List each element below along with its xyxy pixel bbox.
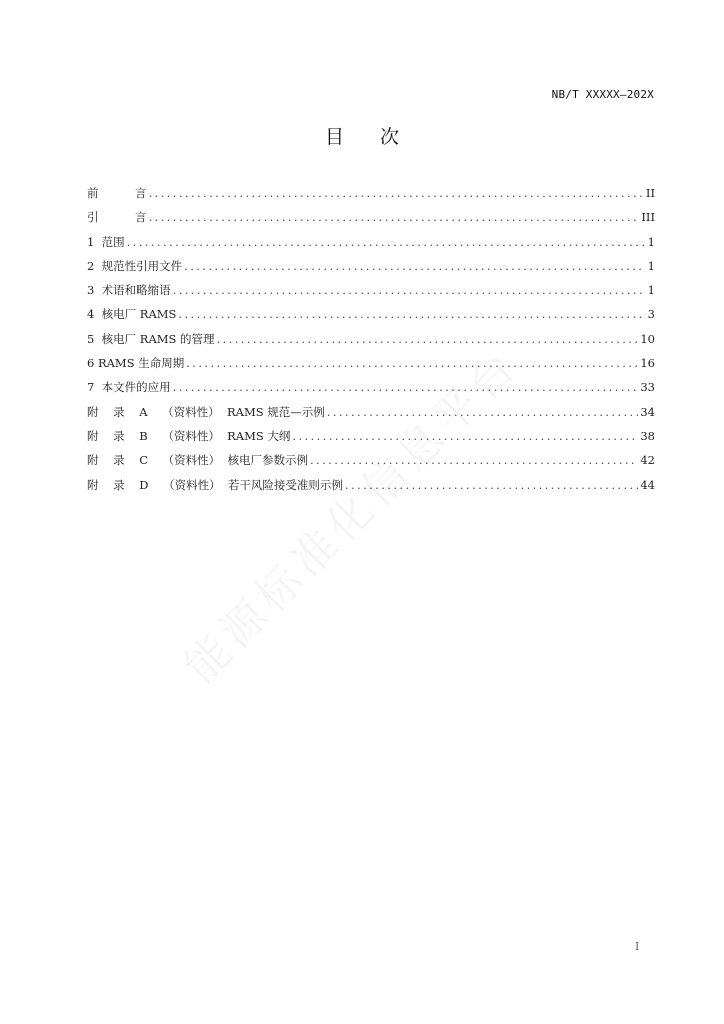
toc-entry-page: 34 — [640, 404, 655, 419]
toc-entry-label: 1 范围 — [87, 234, 125, 249]
toc-entry-page: 42 — [640, 453, 655, 468]
toc-entry-page: 44 — [640, 477, 655, 492]
toc-entry-label: 附 录 A （资料性） RAMS 规范—示例 — [87, 404, 325, 419]
toc-entry-label: 3 术语和略缩语 — [87, 283, 171, 298]
page-title: 目次 — [324, 126, 435, 148]
toc-entry-label: 引 言 — [87, 210, 147, 225]
toc-entry-page: III — [641, 210, 655, 225]
toc-entry[interactable] — [87, 306, 655, 330]
toc-entry[interactable] — [87, 258, 655, 282]
toc-entry[interactable] — [87, 234, 655, 258]
leader-dots — [173, 380, 639, 394]
toc-entry-page: II — [645, 186, 655, 200]
toc-entry-label: 4 核电厂 RAMS — [87, 307, 177, 322]
toc-entry-label: 5 核电厂 RAMS 的管理 — [87, 331, 215, 346]
toc-entry-page: 1 — [647, 234, 655, 249]
toc-entry[interactable] — [87, 209, 655, 233]
leader-dots — [127, 235, 645, 249]
leader-dots — [217, 332, 639, 346]
toc-entry-label: 6 RAMS 生命周期 — [87, 356, 185, 371]
toc-entry[interactable] — [87, 282, 655, 306]
toc-entry-appendix[interactable] — [87, 404, 655, 428]
toc-entry-label: 2 规范性引用文件 — [87, 258, 183, 273]
toc-entry[interactable] — [87, 379, 655, 403]
toc-entry[interactable] — [87, 331, 655, 355]
toc-entry-label: 附 录 D （资料性） 若干风险接受准则示例 — [87, 477, 343, 492]
leader-dots — [184, 259, 645, 273]
leader-dots — [149, 186, 644, 200]
toc-entry-page: 33 — [640, 380, 655, 395]
toc-entry-label: 附 录 B （资料性） RAMS 大纲 — [87, 428, 291, 443]
leader-dots — [186, 356, 638, 370]
toc-entry-label: 附 录 C （资料性） 核电厂参数示例 — [87, 453, 308, 468]
toc-entry-page: 16 — [640, 356, 655, 371]
toc-entry-label: 前 言 — [87, 186, 147, 200]
toc-entry-page: 3 — [647, 307, 655, 322]
leader-dots — [149, 210, 640, 224]
toc-entry-page: 1 — [647, 258, 655, 273]
toc-entry[interactable] — [87, 185, 655, 209]
toc-entry-label: 7 本文件的应用 — [87, 380, 171, 395]
leader-dots — [173, 283, 645, 297]
toc-entry-page: 1 — [647, 283, 655, 298]
leader-dots — [178, 307, 645, 321]
toc-entry-page: 10 — [640, 331, 655, 346]
document-number: NB/T XXXXX—202X — [551, 88, 654, 101]
page-number: I — [635, 940, 640, 953]
toc-entry[interactable] — [87, 355, 655, 379]
toc-entry-page: 38 — [640, 428, 655, 443]
